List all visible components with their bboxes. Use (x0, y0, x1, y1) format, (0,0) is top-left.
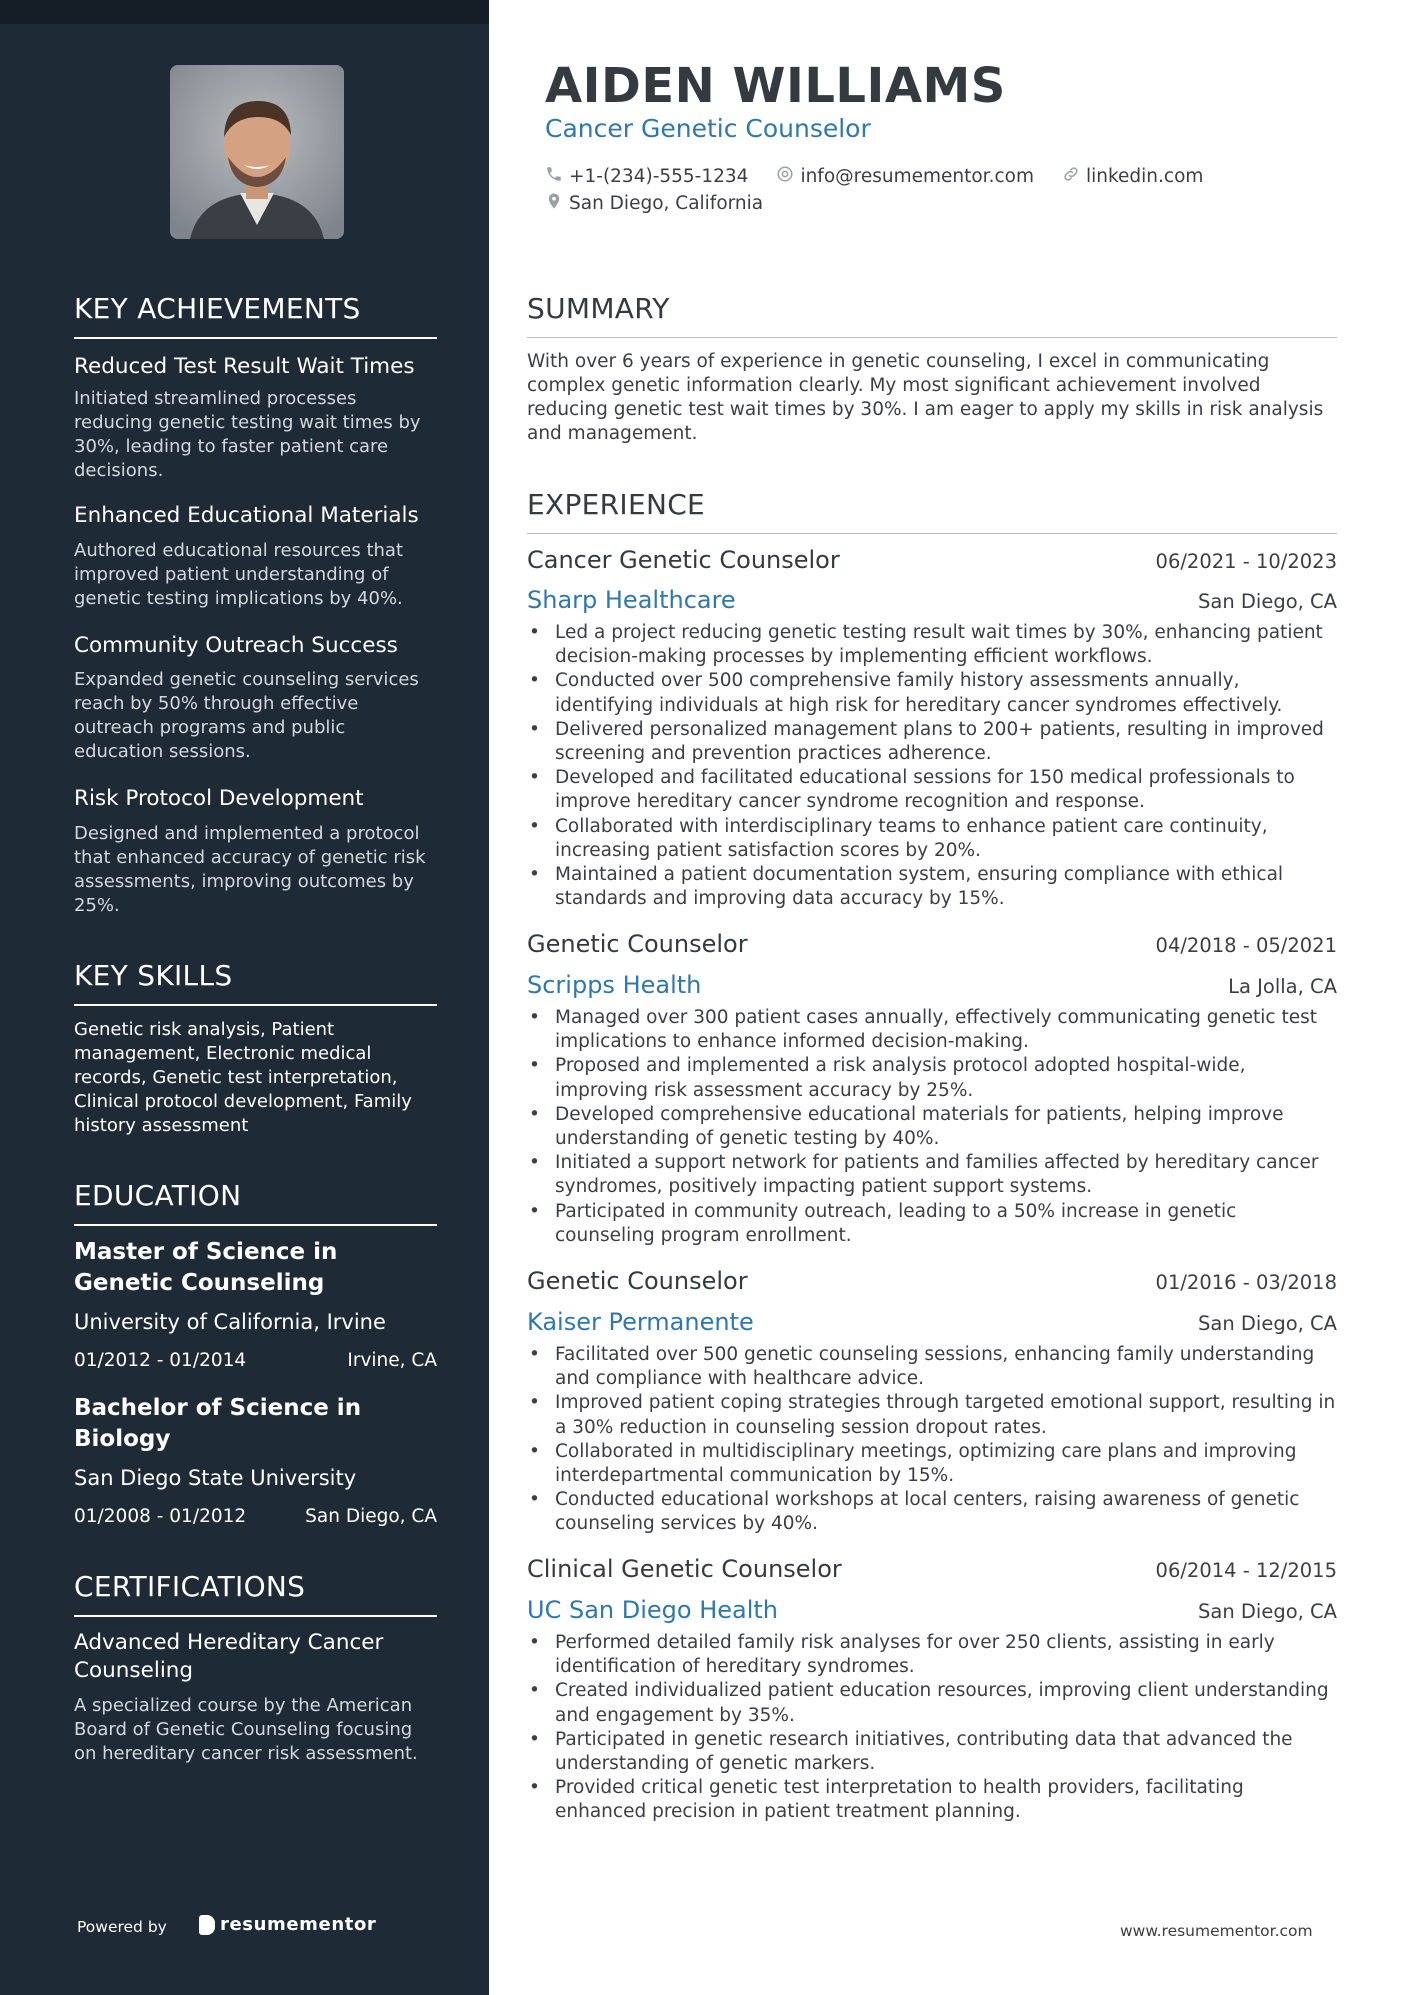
email-text[interactable]: info@resumementor.com (800, 166, 1034, 187)
job-header (527, 1555, 1337, 1583)
job-title: Genetic Counselor (527, 930, 748, 958)
bullet-item: • Conducted over 500 comprehensive family history assessments annually, identifying individuals at high risk for hereditary cancer syndromes effectively. (527, 669, 1337, 717)
bullet-item: • Participated in community outreach, leading to a 50% increase in genetic counseling program enrollment. (527, 1200, 1337, 1248)
job-company-row (527, 586, 1337, 614)
candidate-title: Cancer Genetic Counselor (545, 114, 871, 143)
profile-photo (170, 65, 344, 239)
bullet-item: • Collaborated in multidisciplinary meetings, optimizing care plans and improving interdepartmental communication by 15%. (527, 1440, 1337, 1488)
job-title: Genetic Counselor (527, 1267, 748, 1295)
job-company-row (527, 1308, 1337, 1336)
education-dates: 01/2008 - 01/2012 (74, 1506, 247, 1527)
candidate-name: AIDEN WILLIAMS (545, 58, 1006, 114)
education-location: Irvine, CA (347, 1350, 437, 1371)
job-location: San Diego, CA (1198, 590, 1337, 613)
education-degree: Bachelor of Science in Biology (74, 1395, 362, 1452)
bullet-item: • Conducted educational workshops at local centers, raising awareness of genetic counseling services by 40%. (527, 1488, 1337, 1536)
achievement-desc: Initiated streamlined processes reducing genetic testing wait times by 30%, leading to faster patient care decisions. (74, 388, 421, 481)
job-location: San Diego, CA (1198, 1312, 1337, 1335)
job-dates: 06/2014 - 12/2015 (1155, 1559, 1337, 1582)
education-heading: EDUCATION (74, 1179, 437, 1226)
skills-heading: KEY SKILLS (74, 959, 437, 1006)
sidebar (0, 0, 489, 1995)
brand-name: resumementor (220, 1914, 377, 1935)
email-icon (776, 165, 794, 188)
summary-text: With over 6 years of experience in genetic counseling, I excel in communicating complex genetic information clearly. My most significant achievement involved reducing genetic test wait times by 30%. I am eager to apply my skills in risk analysis and management. (527, 351, 1324, 444)
skills-text: Genetic risk analysis, Patient management, Electronic medical records, Genetic test interpretation, Clinical protocol development, Family history assessment (74, 1019, 412, 1136)
job-location: San Diego, CA (1198, 1600, 1337, 1623)
education-school: University of California, Irvine (74, 1310, 386, 1334)
bullet-item: • Managed over 300 patient cases annually, effectively communicating genetic test implications to enhance informed decision-making. (527, 1006, 1337, 1054)
bullet-item: • Participated in genetic research initiatives, contributing data that advanced the understanding of genetic markers. (527, 1728, 1337, 1776)
location-text: San Diego, California (569, 193, 764, 214)
bullet-item: • Proposed and implemented a risk analysis protocol adopted hospital-wide, improving risk assessment accuracy by 25%. (527, 1054, 1337, 1102)
achievement-title: Enhanced Educational Materials (74, 503, 419, 528)
education-degree: Master of Science in Genetic Counseling (74, 1239, 338, 1296)
job-dates: 01/2016 - 03/2018 (1155, 1271, 1337, 1294)
bullet-item: • Collaborated with interdisciplinary teams to enhance patient care continuity, increasing patient satisfaction scores by 20%. (527, 815, 1337, 863)
job-company-row (527, 1596, 1337, 1624)
education-dates: 01/2012 - 01/2014 (74, 1350, 247, 1371)
bullet-item: • Delivered personalized management plans to 200+ patients, resulting in improved screening and prevention practices adherence. (527, 718, 1337, 766)
education-meta (74, 1506, 437, 1527)
education-location: San Diego, CA (305, 1506, 437, 1527)
link-icon (1062, 165, 1080, 188)
phone-text[interactable]: +1-(234)-555-1234 (569, 166, 749, 187)
footer-url[interactable]: www.resumementor.com (1120, 1922, 1313, 1940)
certification-title: Advanced Hereditary Cancer Counseling (74, 1630, 384, 1683)
job-bullets (527, 1006, 1337, 1248)
job-dates: 04/2018 - 05/2021 (1155, 934, 1337, 957)
sidebar-top-strip (0, 0, 489, 24)
job-bullets (527, 1631, 1337, 1825)
powered-by-label: Powered by (77, 1918, 167, 1936)
achievement-title: Community Outreach Success (74, 633, 398, 658)
education-meta (74, 1350, 437, 1371)
certifications-heading: CERTIFICATIONS (74, 1570, 437, 1617)
job-bullets (527, 1343, 1337, 1537)
bullet-item: • Provided critical genetic test interpretation to health providers, facilitating enhanced precision in patient treatment planning. (527, 1776, 1337, 1824)
bullet-item: • Developed comprehensive educational materials for patients, helping improve understanding of genetic testing by 40%. (527, 1103, 1337, 1151)
job-company-row (527, 971, 1337, 999)
job-header (527, 930, 1337, 958)
linkedin-text[interactable]: linkedin.com (1085, 166, 1204, 187)
job-title: Clinical Genetic Counselor (527, 1555, 842, 1583)
bullet-item: • Maintained a patient documentation system, ensuring compliance with ethical standards and improving data accuracy by 15%. (527, 863, 1337, 911)
location-row (545, 192, 763, 215)
bullet-item: • Created individualized patient education resources, improving client understanding and engagement by 35%. (527, 1679, 1337, 1727)
achievement-title: Risk Protocol Development (74, 786, 364, 811)
experience-heading: EXPERIENCE (527, 488, 1337, 534)
achievement-desc: Designed and implemented a protocol that enhanced accuracy of genetic risk assessments, improving outcomes by 25%. (74, 823, 426, 916)
bullet-item: • Developed and facilitated educational sessions for 150 medical professionals to improve hereditary cancer syndrome recognition and response. (527, 766, 1337, 814)
bullet-item: • Initiated a support network for patients and families affected by hereditary cancer syndromes, positively impacting patient support systems. (527, 1151, 1337, 1199)
job-header (527, 546, 1337, 574)
job-location: La Jolla, CA (1228, 975, 1337, 998)
company-name: UC San Diego Health (527, 1596, 779, 1624)
brand-mark-icon (199, 1915, 215, 1935)
company-name: Sharp Healthcare (527, 586, 736, 614)
bullet-item: • Improved patient coping strategies through targeted emotional support, resulting in a 30% reduction in counseling session dropout rates. (527, 1391, 1337, 1439)
achievement-desc: Authored educational resources that improved patient understanding of genetic testing implications by 40%. (74, 540, 404, 609)
summary-heading: SUMMARY (527, 292, 1337, 338)
achievement-desc: Expanded genetic counseling services reach by 50% through effective outreach programs and public education sessions. (74, 669, 419, 762)
phone-icon (545, 165, 563, 188)
job-header (527, 1267, 1337, 1295)
job-dates: 06/2021 - 10/2023 (1155, 550, 1337, 573)
achievements-heading: KEY ACHIEVEMENTS (74, 292, 437, 339)
certification-desc: A specialized course by the American Board of Genetic Counseling focusing on hereditary cancer risk assessment. (74, 1695, 418, 1764)
brand-logo[interactable] (199, 1914, 376, 1935)
education-school: San Diego State University (74, 1466, 357, 1490)
bullet-item: • Led a project reducing genetic testing result wait times by 30%, enhancing patient decision-making processes by implementing efficient workflows. (527, 621, 1337, 669)
contact-row (545, 165, 1203, 188)
job-bullets (527, 621, 1337, 911)
bullet-item: • Performed detailed family risk analyses for over 250 clients, assisting in early identification of hereditary syndromes. (527, 1631, 1337, 1679)
location-pin-icon (545, 192, 563, 215)
job-title: Cancer Genetic Counselor (527, 546, 840, 574)
achievement-title: Reduced Test Result Wait Times (74, 354, 415, 379)
company-name: Kaiser Permanente (527, 1308, 754, 1336)
company-name: Scripps Health (527, 971, 702, 999)
bullet-item: • Facilitated over 500 genetic counseling sessions, enhancing family understanding and compliance with healthcare advice. (527, 1343, 1337, 1391)
